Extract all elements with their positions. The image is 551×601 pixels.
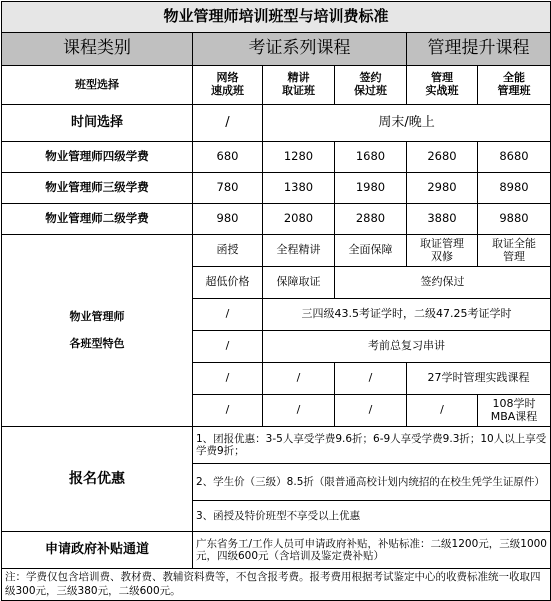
fee-table (1, 1, 551, 601)
feature-cell: / (193, 395, 263, 427)
discount-item: 3、函授及特价班型不享受以上优惠 (193, 501, 551, 532)
feature-cell: / (335, 395, 407, 427)
note-row (2, 569, 551, 601)
feature-cell: 全面保障 (335, 235, 407, 267)
features-label: 物业管理师 各班型特色 (2, 235, 193, 427)
fee-value: 8980 (478, 173, 551, 204)
fee-label: 物业管理师三级学费 (2, 173, 193, 204)
table-title: 物业管理师培训班型与培训费标准 (2, 2, 551, 33)
fee-value: 1280 (263, 142, 335, 173)
fee-value: 9880 (478, 204, 551, 235)
fee-value: 2880 (335, 204, 407, 235)
feature-cell: / (263, 363, 335, 395)
category-label: 课程类别 (2, 33, 193, 66)
time-rest: 周末/晚上 (263, 105, 551, 142)
discount-item: 2、学生价（三级）8.5折（限普通高校计划内统招的在校生凭学生证原件） (193, 464, 551, 501)
class-type-practice: 管理 实战班 (407, 66, 478, 105)
fee-value: 2080 (263, 204, 335, 235)
feature-cell: / (193, 363, 263, 395)
fee-label: 物业管理师四级学费 (2, 142, 193, 173)
feature-cell: / (263, 395, 335, 427)
time-first: / (193, 105, 263, 142)
fee-value: 780 (193, 173, 263, 204)
title-row (2, 2, 551, 33)
fee-value: 680 (193, 142, 263, 173)
group-management: 管理提升课程 (407, 33, 551, 66)
feature-cell: / (193, 331, 263, 363)
feature-cell: 超低价格 (193, 267, 263, 299)
feature-cell: / (335, 363, 407, 395)
fee-table-sheet (0, 1, 551, 597)
feature-row-1 (2, 235, 551, 267)
class-type-allround: 全能 管理班 (478, 66, 551, 105)
class-type-row (2, 66, 551, 105)
discount-row-1 (2, 427, 551, 464)
fee-value: 980 (193, 204, 263, 235)
discount-label: 报名优惠 (2, 427, 193, 532)
feature-cell: 取证管理 双修 (407, 235, 478, 267)
discount-item: 1、团报优惠：3-5人享受学费9.6折；6-9人享受学费9.3折；10人以上享受学费9折； (193, 427, 551, 464)
feature-cell: 函授 (193, 235, 263, 267)
fee-value: 1380 (263, 173, 335, 204)
subsidy-row (2, 532, 551, 569)
class-type-online: 网络 速成班 (193, 66, 263, 105)
feature-cell: / (193, 299, 263, 331)
time-row (2, 105, 551, 142)
fee-value: 2680 (407, 142, 478, 173)
feature-cell: 全程精讲 (263, 235, 335, 267)
time-label: 时间选择 (2, 105, 193, 142)
fee-row-level2 (2, 204, 551, 235)
category-row (2, 33, 551, 66)
feature-cell: 108学时 MBA课程 (478, 395, 551, 427)
group-exam-series: 考证系列课程 (193, 33, 407, 66)
feature-cell: 取证全能 管理 (478, 235, 551, 267)
subsidy-label: 申请政府补贴通道 (2, 532, 193, 569)
fee-value: 8680 (478, 142, 551, 173)
feature-cell: 27学时管理实践课程 (407, 363, 551, 395)
feature-cell: 考前总复习串讲 (263, 331, 551, 363)
footnote: 注：学费仅包含培训费、教材费、教辅资料费等，不包含报考费。报考费用根据考试鉴定中心的收费标准统一收取四级300元，三级380元，二级600元。 (2, 569, 551, 601)
feature-cell: / (407, 395, 478, 427)
feature-cell: 签约保过 (335, 267, 551, 299)
fee-value: 2980 (407, 173, 478, 204)
class-type-intensive: 精讲 取证班 (263, 66, 335, 105)
fee-value: 1980 (335, 173, 407, 204)
class-type-guarantee: 签约 保过班 (335, 66, 407, 105)
feature-cell: 三四级43.5考证学时，二级47.25考证学时 (263, 299, 551, 331)
subsidy-text: 广东省务工/工作人员可申请政府补贴，补贴标准：二级1200元，三级1000元，四级600元（含培训及鉴定费补贴） (193, 532, 551, 569)
fee-label: 物业管理师二级学费 (2, 204, 193, 235)
fee-row-level3 (2, 173, 551, 204)
feature-cell: 保障取证 (263, 267, 335, 299)
fee-row-level4 (2, 142, 551, 173)
fee-value: 1680 (335, 142, 407, 173)
fee-value: 3880 (407, 204, 478, 235)
class-type-label: 班型选择 (2, 66, 193, 105)
